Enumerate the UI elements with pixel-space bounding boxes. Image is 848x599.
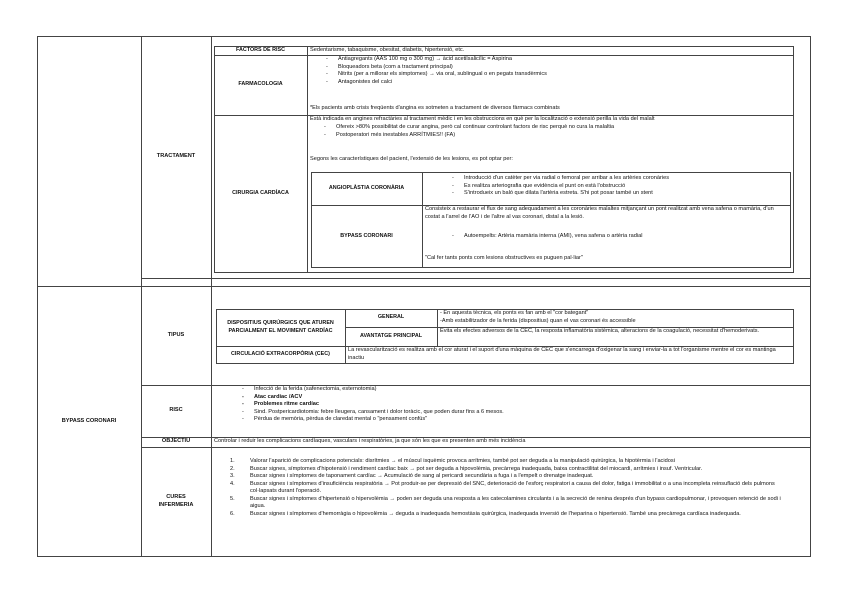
cures-item-text: Buscar signes, símptomes d'hipotensió i rendiment cardíac baix → pot ser deguda a hipovolèmia, precàrrega inadequada, baixa contractilitat del miocardi, arrítmies i insuf. Ventricular. <box>250 465 703 472</box>
cures-list <box>230 458 794 518</box>
angioplastia-list <box>464 175 784 198</box>
risc-item <box>254 386 794 394</box>
objectiu-label: OBJECTIU <box>161 438 191 445</box>
cirurgia-item: - Ofereix >80% possibilitat de curar angina, però cal continuar controlant factors de risc perquè no cura la malaltia <box>336 124 786 132</box>
row-divider-objectiu-bottom <box>141 447 811 448</box>
angioplastia-item: - S'introdueix un baló que dilata l'artèria estreta. S'hi pot posar també un stent <box>464 190 784 198</box>
bypass-option-label: BYPASS CORONARI <box>340 232 393 239</box>
cirurgia-segons: Segons les característiques del pacient, l'extensió de les lesions, es pot optar per: <box>310 156 513 162</box>
tractament-label: TRACTAMENT <box>156 153 196 160</box>
risc-list <box>254 386 794 424</box>
cures-label: CURES INFERMERIA <box>158 494 194 508</box>
avantatge-label: AVANTATGE PRINCIPAL <box>359 332 423 339</box>
angioplastia-item: - Introducció d'un catèter per via radial o femoral per arribar a les artèries coronàries <box>464 175 784 183</box>
risc-item-text: Pèrdua de memòria, pèrdua de claredat mental o "pensament confús" <box>254 416 428 423</box>
cures-item: 5. Buscar signes i símptomes d'hipertensió o hipervolèmia → poden ser deguda una resposta a les catecolamines circulants i a la secreció de renina després d'un bypass cardiopulmonar, i provoquen retenció de sodi i aigua. <box>230 495 781 510</box>
cec-text: La revascularització es realitza amb el cor aturat i el suport d'una màquina de CEC que s'encarrega d'oxigenar la sang i enviar-la a tot l'organisme mentre el cor es mantinga inactiu <box>348 347 776 361</box>
cures-item: 6. Buscar signes i símptomes d'hemorràgia o hipovolèmia → deguda a inadequada hemostàsia quirúrgica, inadequada inversió de l'heparina o hipertensió. També una precàrrega cardíaca inadequada. <box>230 510 741 517</box>
cures-item-text: Valorar l'aparició de complicacions potencials: disrítmies → el múscul isquèmic provoca arrítmies, també pot ser deguda a la manipulació quirúrgica, la hipotèrmia i l'acidosi <box>250 458 675 464</box>
farmacologia-list <box>338 56 788 86</box>
cures-item-text: Buscar signes i símptomes d'insuficiència respiratòria → Pot produir-se per depressió del SNC, deterioració de l'esforç respiratori a causa del dolor, fatiga i immobilitat o a una incompleta reinsuflació dels pulmons col·lapsats durant l'operació. <box>250 480 775 495</box>
risc-item <box>254 394 794 402</box>
bypass-option-list <box>464 233 784 241</box>
cures-item: 4. Buscar signes i símptomes d'insuficiència respiratòria → Pot produir-se per depressió del SNC, deterioració de l'esforç respiratori a causa del dolor, fatiga i immobilitat o a una incompleta reinsuflació dels pulmons col·lapsats durant l'operació. <box>230 480 775 495</box>
farmacologia-item: - Nitrits (per a millorar els simptomes) → via oral, sublingual o en pegats transdèrmics <box>338 71 788 79</box>
general-label: GENERAL <box>377 314 405 321</box>
tipus-label: TIPUS <box>167 331 185 338</box>
bypass-coronari-label: BYPASS CORONARI <box>61 417 117 424</box>
farmacologia-item: - Bloqueadors beta (com a tractament principal) <box>338 64 788 72</box>
cures-item-text: Buscar signes i símptomes de taponament cardíac → Acumulació de sang al pericardi secundària a fuga i a l'empelt o drenatge inadequat. <box>250 473 594 480</box>
risc-item-text: Atac cardíac /ACV <box>254 393 303 400</box>
cec-label: CIRCULACIÓ EXTRACORPÒRIA (CEC) <box>231 351 330 358</box>
farmacologia-note: *Els pacients amb crisis freqüents d'angina es sotmeten a tractament de diversos fàrmacs combinats <box>310 105 560 111</box>
angioplastia-label: ANGIOPLÀSTIA CORONÀRIA <box>328 184 405 191</box>
cures-item-text: Buscar signes i símptomes d'hemorràgia o hipovolèmia → deguda a inadequada hemostàsia quirúrgica, inadequada inversió de l'heparina o hipertensió. També una precàrrega cardíaca inadequada. <box>250 510 741 517</box>
bypass-option-note: "Cal fer tants ponts com lesions obstructives es puguen pal·liar" <box>425 255 583 261</box>
factors-risc-label: FACTORS DE RISC <box>235 46 286 53</box>
dispositius-label: DISPOSITIUS QUIRÚRGICS QUE ATUREN PARCIALMENT EL MOVIMENT CARDÍAC <box>227 320 334 334</box>
cirurgia-label: CIRURGIA CARDÍACA <box>232 190 289 197</box>
factors-risc-text: Sedentarisme, tabaquisme, obesitat, diabetis, hipertensió, etc. <box>310 47 465 53</box>
col-divider-2 <box>211 36 212 557</box>
avantatge-text: Evita els efectes adversos de la CEC, la resposta inflamatòria sistèmica, alteracions de la coagulació, necessitat d'hemoderivats. <box>440 328 760 334</box>
risc-item <box>254 409 794 417</box>
row-divider-prebypass <box>141 278 811 279</box>
bypass-option-item: - Autoempelts: Artèria mamària interna (AMI), vena safena o artèria radial <box>464 233 784 241</box>
cirurgia-item: - Postoperatori més inestables ARRÍTMIES!! (FA) <box>336 132 786 140</box>
farmacologia-label: FARMACOLOGIA <box>238 81 283 88</box>
angioplastia-item: - Es realitza arteriografia que evidència el punt on està l'obstrucció <box>464 183 784 191</box>
cures-item: 3. Buscar signes i símptomes de taponament cardíac → Acumulació de sang al pericardi secundària a fuga i a l'empelt o drenatge inadequat. <box>230 473 594 480</box>
risc-item <box>254 401 794 409</box>
cirurgia-intro: Està indicada en angines refractàries al tractament mèdic i en les obstruccions en què per la localització o extensió perilla la vida del malalt <box>310 116 655 122</box>
farmacologia-item: - Antiagregants (AAS 100 mg o 300 mg) → àcid acetilsalicílic = Aspirina <box>338 56 788 64</box>
tractament-inner-col <box>307 46 308 273</box>
risc-label: RISC <box>169 407 183 414</box>
risc-item-text: Problemes ritme cardíac <box>254 401 319 408</box>
cirurgia-list <box>336 124 786 139</box>
cures-item-text: Buscar signes i símptomes d'hipertensió o hipervolèmia → poden ser deguda una resposta a les catecolamines circulants i a la secreció de renina després d'un bypass cardiopulmonar, i provoquen retenció de sodi i aigua. <box>250 495 781 510</box>
bypass-option-text: Consisteix a restaurar el flux de sang adequadament a les coronàries malaltes mitjançant un pont realitzat amb vena safena o mamària, d'un costat a l'arrel de l'AO i de l'altre al vas coronari, distal a la lesió. <box>425 206 774 220</box>
general-text: - En aquesta tècnica, els ponts es fan amb el "cor bategant" -Amb estabilitzador de la ferida (dispositius) quan el vas coronari és accessible <box>440 310 636 324</box>
objectiu-text: Controlar i reduir les complicacions cardíaques, vasculars i respiratòries, ja que són les que es presenten amb més incidència <box>214 438 526 444</box>
farmacologia-item: - Antagonistes del calci <box>338 79 788 87</box>
risc-item-text: Sind. Postpericardiotomia: febre lleugera, cansament i dolor toràcic, que poden durar fins a 6 mesos. <box>254 408 504 415</box>
risc-item <box>254 416 794 424</box>
risc-item-text: Infecció de la ferida (safenectomia, esternotomia) <box>254 386 377 392</box>
cures-item: 1. Valorar l'aparició de complicacions potencials: disrítmies → el múscul isquèmic provoca arrítmies, també pot ser deguda a la manipulació quirúrgica, la hipotèrmia i l'acidosi <box>230 458 675 464</box>
cures-item: 2. Buscar signes, símptomes d'hipotensió i rendiment cardíac baix → pot ser deguda a hipovolèmia, precàrrega inadequada, baixa contractilitat del miocardi, arrítmies i insuf. Ventricular. <box>230 465 703 472</box>
cirurgia-options-col <box>422 172 423 268</box>
